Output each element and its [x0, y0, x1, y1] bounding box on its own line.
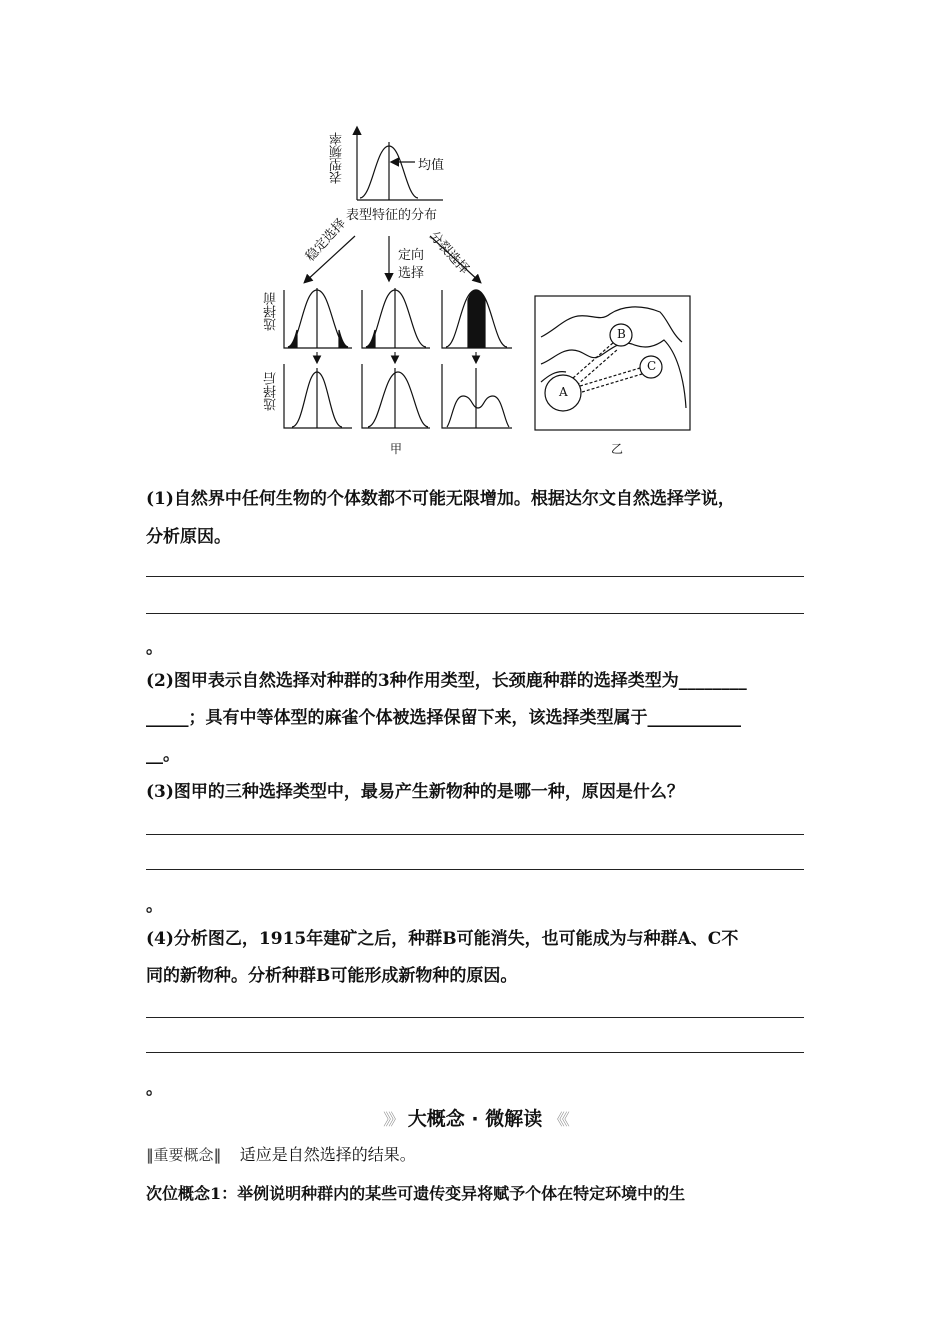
- important-concept-text: 适应是自然选择的结果。: [239, 1145, 416, 1164]
- label-directional-line1: 定向: [398, 248, 425, 263]
- label-directional-line2: 选择: [398, 266, 425, 281]
- sub-concept-1: 次位概念1：举例说明种群内的某些可遗传变异将赋予个体在特定环境中的生: [146, 1184, 686, 1203]
- curve-disruptive-after: [447, 396, 509, 427]
- answer-line[interactable]: [146, 576, 804, 577]
- before-curves: [288, 288, 507, 348]
- population-b-label: B: [617, 327, 626, 341]
- question-2-line-2: _____；具有中等体型的麻雀个体被选择保留下来，该选择类型属于___________: [146, 708, 741, 728]
- shade-disruptive-center: [468, 290, 485, 347]
- question-3-line-1: (3)图甲的三种选择类型中，最易产生新物种的是哪一种，原因是什么？: [146, 782, 684, 802]
- important-concept: [146, 1142, 416, 1165]
- shade-directional-left: [366, 330, 375, 347]
- before-after-arrows: [317, 352, 476, 362]
- dashed-link-ab-2: [577, 349, 618, 385]
- question-2-line-3: __。: [146, 745, 180, 765]
- figure-jia: [0, 0, 950, 470]
- question-4-line-2: 同的新物种。分析种群B可能形成新物种的原因。: [146, 966, 518, 986]
- row-label-after: 选择后: [264, 372, 279, 411]
- curve-directional-after: [368, 372, 428, 427]
- answer-end-period: 。: [146, 1079, 163, 1099]
- question-2-line-1: (2)图甲表示自然选择对种群的3种作用类型，长颈鹿种群的选择类型为________: [146, 671, 747, 691]
- answer-end-period: 。: [146, 638, 163, 658]
- shade-stabilizing-right: [339, 330, 348, 347]
- important-concept-tag: ‖重要概念‖: [146, 1146, 222, 1164]
- top-y-axis-label: 表型频率: [330, 132, 345, 184]
- answer-line[interactable]: [146, 869, 804, 870]
- top-x-axis-label: 表型特征的分布: [346, 208, 438, 223]
- mean-label: 均值: [418, 158, 445, 173]
- section-banner: [0, 1104, 950, 1131]
- question-1-line-2: 分析原因。: [146, 527, 231, 547]
- label-stabilizing-selection: 稳定选择: [302, 216, 349, 265]
- banner-title: 大概念 · 微解读: [407, 1108, 543, 1130]
- answer-line[interactable]: [146, 834, 804, 835]
- population-c-label: C: [647, 359, 657, 373]
- dashed-link-ab-1: [573, 342, 614, 378]
- answer-line[interactable]: [146, 1017, 804, 1018]
- after-curves: [292, 368, 509, 428]
- banner-left-arrows: 》》: [383, 1110, 402, 1129]
- label-disruptive-selection: 分裂选择: [425, 228, 472, 278]
- tag-bar-right: ‖: [213, 1146, 222, 1164]
- question-4-line-1: (4)分析图乙，1915年建矿之后，种群B可能消失，也可能成为与种群A、C不: [146, 929, 739, 949]
- answer-line[interactable]: [146, 613, 804, 614]
- row-label-before: 选择前: [264, 292, 279, 331]
- tag-bar-left: ‖: [146, 1146, 154, 1164]
- answer-line[interactable]: [146, 1052, 804, 1053]
- caption-jia: 甲: [390, 442, 403, 456]
- answer-end-period: 。: [146, 896, 163, 916]
- shade-stabilizing-left: [288, 330, 297, 347]
- banner-right-arrows: 《《: [548, 1110, 567, 1129]
- figure-yi: [535, 296, 690, 430]
- question-1-line-1: (1)自然界中任何生物的个体数都不可能无限增加。根据达尔文自然选择学说，: [146, 489, 735, 509]
- caption-yi: 乙: [611, 442, 624, 456]
- population-a-label: A: [559, 385, 568, 399]
